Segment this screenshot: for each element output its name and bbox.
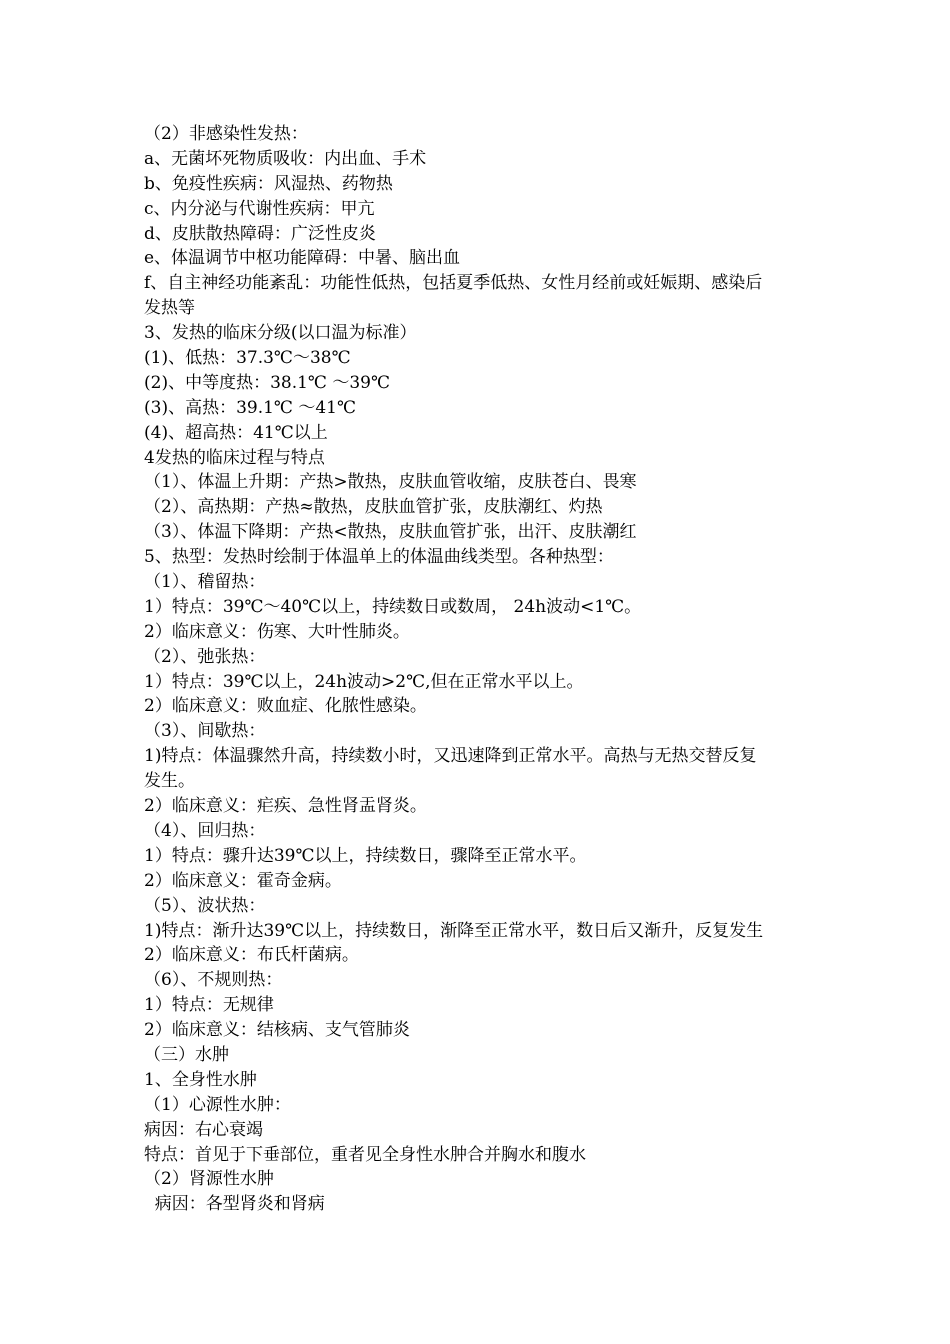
list-item-continuation: 发生。 [144,771,195,792]
list-item: 1）特点：骤升达39℃以上，持续数日，骤降至正常水平。 [144,845,587,866]
subheading-fever-type: （4）、回归热： [144,820,266,841]
subheading-fever-type: （2）、弛张热： [144,646,266,667]
list-item: 1）特点：39℃～40℃以上，持续数日或数周， 24h波动<1℃。 [144,596,642,617]
list-item: (4)、超高热：41℃以上 [144,422,328,443]
list-item: 1)特点：渐升达39℃以上，持续数日，渐降至正常水平，数日后又渐升，反复发生 [144,920,764,941]
subheading-fever-type: （3）、间歇热： [144,721,266,742]
list-item: （1）、体温上升期：产热>散热，皮肤血管收缩，皮肤苍白、畏寒 [144,472,637,493]
list-item: 2）临床意义：败血症、化脓性感染。 [144,696,427,717]
list-item: 2）临床意义：霍奇金病。 [144,870,342,891]
list-item: 特点：首见于下垂部位，重者见全身性水肿合并胸水和腹水 [144,1144,586,1165]
list-item: 病因：右心衰竭 [144,1119,263,1140]
subheading-fever-type: （1）、稽留热： [144,572,266,593]
subheading-renal-edema: （2）肾源性水肿 [144,1169,274,1190]
list-item: (3)、高热：39.1℃ ～41℃ [144,397,357,418]
list-item: a、无菌坏死物质吸收：内出血、手术 [144,148,427,169]
list-item: 2）临床意义：伤寒、大叶性肺炎。 [144,621,410,642]
list-item: 2）临床意义：布氏杆菌病。 [144,945,359,966]
list-item: (2)、中等度热：38.1℃ ～39℃ [144,372,391,393]
list-item: 病因：各型肾炎和肾病 [144,1194,325,1215]
subheading-noninfectious-fever: （2）非感染性发热： [144,124,308,144]
document-body [144,122,810,1217]
list-item: b、免疫性疾病：风湿热、药物热 [144,173,393,194]
subheading-fever-type: （6）、不规则热： [144,970,283,991]
list-item: c、内分泌与代谢性疾病：甲亢 [144,198,375,219]
list-item: 2）临床意义：疟疾、急性肾盂肾炎。 [144,796,427,817]
section-heading-fever-process: 4发热的临床过程与特点 [144,447,325,468]
section-heading-edema: （三）水肿 [144,1044,229,1065]
subheading-systemic-edema: 1、全身性水肿 [144,1069,257,1090]
list-item: 1)特点：体温骤然升高，持续数小时，又迅速降到正常水平。高热与无热交替反复 [144,746,757,767]
list-item: 1）特点：无规律 [144,995,274,1016]
list-item: f、自主神经功能紊乱：功能性低热，包括夏季低热、女性月经前或妊娠期、感染后 [144,273,763,294]
subheading-cardiac-edema: （1）心源性水肿： [144,1094,291,1115]
list-item: （3）、体温下降期：产热<散热，皮肤血管扩张，出汗、皮肤潮红 [144,522,637,543]
section-heading-fever-types: 5、热型：发热时绘制于体温单上的体温曲线类型。各种热型： [144,547,614,568]
list-item: 2）临床意义：结核病、支气管肺炎 [144,1020,410,1041]
subheading-fever-type: （5）、波状热： [144,895,266,916]
list-item: (1)、低热：37.3℃～38℃ [144,348,351,369]
list-item: （2）、高热期：产热≈散热，皮肤血管扩张，皮肤潮红、灼热 [144,497,603,518]
section-heading-fever-grading: 3、发热的临床分级(以口温为标准） [144,323,417,344]
list-item-continuation: 发热等 [144,298,195,319]
list-item: 1）特点：39℃以上，24h波动>2℃,但在正常水平以上。 [144,671,584,692]
list-item: d、皮肤散热障碍：广泛性皮炎 [144,223,376,244]
list-item: e、体温调节中枢功能障碍：中暑、脑出血 [144,248,461,269]
